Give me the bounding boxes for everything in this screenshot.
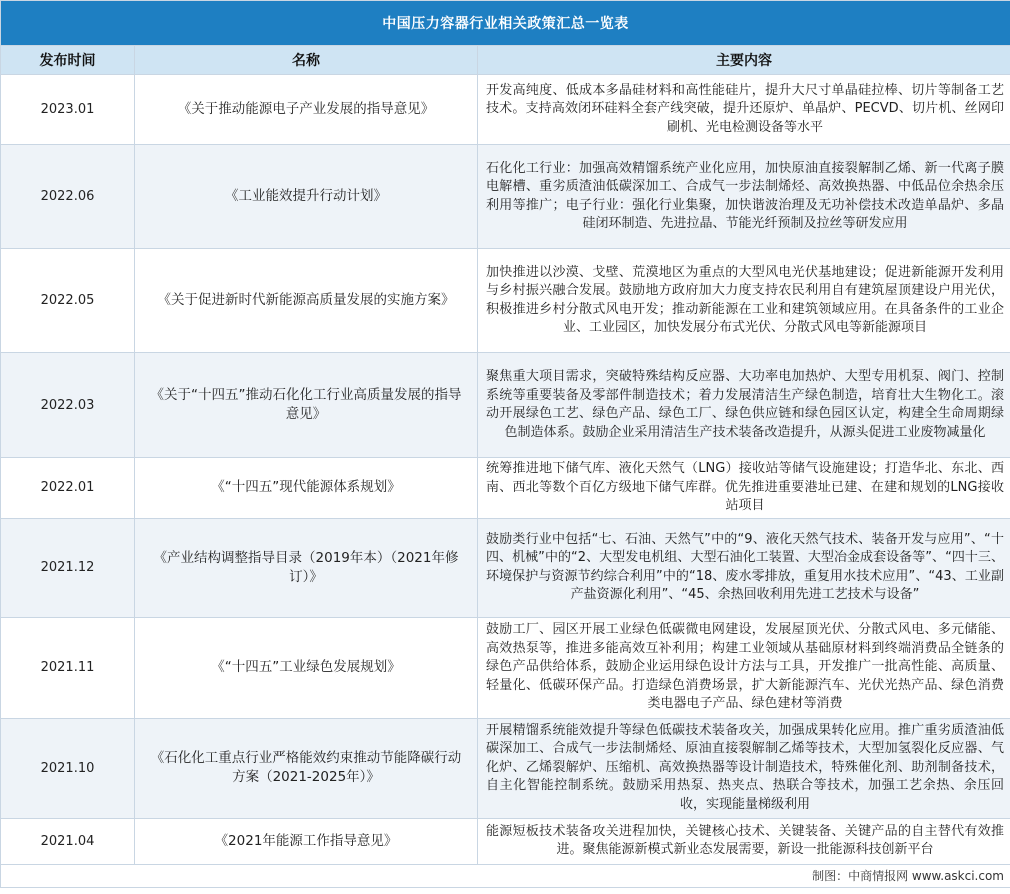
row-content: 能源短板技术装备攻关进程加快，关键核心技术、关键装备、关键产品的自主替代有效推进。聚焦能源新模式新业态发展需要，新设一批能源科技创新平台 xyxy=(478,818,1010,864)
row-date: 2023.01 xyxy=(1,75,135,145)
row-content: 加快推进以沙漠、戈壁、荒漠地区为重点的大型风电光伏基地建设；促进新能源开发利用与乡村振兴融合发展。鼓励地方政府加大力度支持农民利用自有建筑屋顶建设户用光伏，积极推进乡村分散式风电开发；推动新能源在工业和建筑领域应用。在具备条件的工业企业、工业园区，加快发展分布式光伏、分散式风电等新能源项目 xyxy=(478,249,1010,353)
table-row xyxy=(1,818,1010,864)
row-date: 2021.12 xyxy=(1,518,135,617)
row-date: 2022.06 xyxy=(1,145,135,249)
header-content: 主要内容 xyxy=(478,46,1010,75)
table-row xyxy=(1,75,1010,145)
row-name: 《石化化工重点行业严格能效约束推动节能降碳行动方案（2021-2025年）》 xyxy=(135,718,478,818)
table-row xyxy=(1,145,1010,249)
row-name: 《产业结构调整指导目录（2019年本）（2021年修订）》 xyxy=(135,518,478,617)
row-name: 《“十四五”现代能源体系规划》 xyxy=(135,458,478,519)
row-date: 2021.04 xyxy=(1,818,135,864)
row-content: 鼓励类行业中包括“七、石油、天然气”中的“9、液化天然气技术、装备开发与应用”、“十四、机械”中的“2、大型发电机组、大型石油化工装置、大型冶金成套设备等”、“四十三、环境保护与资源节约综合利用”中的“18、废水零排放，重复用水技术应用”、“43、工业副产盐资源化利用”、“45、余热回收利用先进工艺技术与设备” xyxy=(478,518,1010,617)
table-row xyxy=(1,458,1010,519)
row-date: 2022.05 xyxy=(1,249,135,353)
row-name: 《工业能效提升行动计划》 xyxy=(135,145,478,249)
header-date: 发布时间 xyxy=(1,46,135,75)
table-row xyxy=(1,353,1010,458)
row-date: 2022.03 xyxy=(1,353,135,458)
row-name: 《关于“十四五”推动石化化工行业高质量发展的指导意见》 xyxy=(135,353,478,458)
table-title: 中国压力容器行业相关政策汇总一览表 xyxy=(1,1,1010,46)
source-footer: 制图：中商情报网 www.askci.com xyxy=(1,864,1010,887)
row-content: 鼓励工厂、园区开展工业绿色低碳微电网建设，发展屋顶光伏、分散式风电、多元储能、高效热泵等，推进多能高效互补利用；构建工业领域从基础原材料到终端消费品全链条的绿色产品供给体系，鼓励企业运用绿色设计方法与工具，开发推广一批高性能、高质量、轻量化、低碳环保产品。打造绿色消费场景，扩大新能源汽车、光伏光热产品、绿色消费类电器电子产品、绿色建材等消费 xyxy=(478,617,1010,718)
row-date: 2021.11 xyxy=(1,617,135,718)
table-row xyxy=(1,718,1010,818)
row-date: 2022.01 xyxy=(1,458,135,519)
row-content: 开发高纯度、低成本多晶硅材料和高性能硅片，提升大尺寸单晶硅拉棒、切片等制备工艺技术。支持高效闭环硅料全套产线突破，提升还原炉、单晶炉、PECVD、切片机、丝网印刷机、光电检测设备等水平 xyxy=(478,75,1010,145)
row-content: 开展精馏系统能效提升等绿色低碳技术装备攻关，加强成果转化应用。推广重劣质渣油低碳深加工、合成气一步法制烯烃、原油直接裂解制乙烯等技术，大型加氢裂化反应器、气化炉、乙烯裂解炉、压缩机、高效换热器等设计制造技术，特殊催化剂、助剂制备技术，自主化智能控制系统。鼓励采用热泵、热夹点、热联合等技术，加强工艺余热、余压回收，实现能量梯级利用 xyxy=(478,718,1010,818)
table-row xyxy=(1,617,1010,718)
table-row xyxy=(1,518,1010,617)
row-content: 聚焦重大项目需求，突破特殊结构反应器、大功率电加热炉、大型专用机泵、阀门、控制系统等重要装备及零部件制造技术；着力发展清洁生产绿色制造，培育壮大生物化工。滚动开展绿色工艺、绿色产品、绿色工厂、绿色供应链和绿色园区认定，构建全生命周期绿色制造体系。鼓励企业采用清洁生产技术装备改造提升，从源头促进工业废物减量化 xyxy=(478,353,1010,458)
row-name: 《“十四五”工业绿色发展规划》 xyxy=(135,617,478,718)
row-date: 2021.10 xyxy=(1,718,135,818)
row-name: 《关于推动能源电子产业发展的指导意见》 xyxy=(135,75,478,145)
header-name: 名称 xyxy=(135,46,478,75)
table-row xyxy=(1,249,1010,353)
row-name: 《2021年能源工作指导意见》 xyxy=(135,818,478,864)
row-name: 《关于促进新时代新能源高质量发展的实施方案》 xyxy=(135,249,478,353)
row-content: 统筹推进地下储气库、液化天然气（LNG）接收站等储气设施建设；打造华北、东北、西南、西北等数个百亿方级地下储气库群。优先推进重要港址已建、在建和规划的LNG接收站项目 xyxy=(478,458,1010,519)
row-content: 石化化工行业：加强高效精馏系统产业化应用，加快原油直接裂解制乙烯、新一代离子膜电解槽、重劣质渣油低碳深加工、合成气一步法制烯烃、高效换热器、中低品位余热余压利用等推广；电子行业：强化行业集聚，加快谐波治理及无功补偿技术改造单晶炉、多晶硅闭环制造、先进拉晶、节能光纤预制及拉丝等研发应用 xyxy=(478,145,1010,249)
